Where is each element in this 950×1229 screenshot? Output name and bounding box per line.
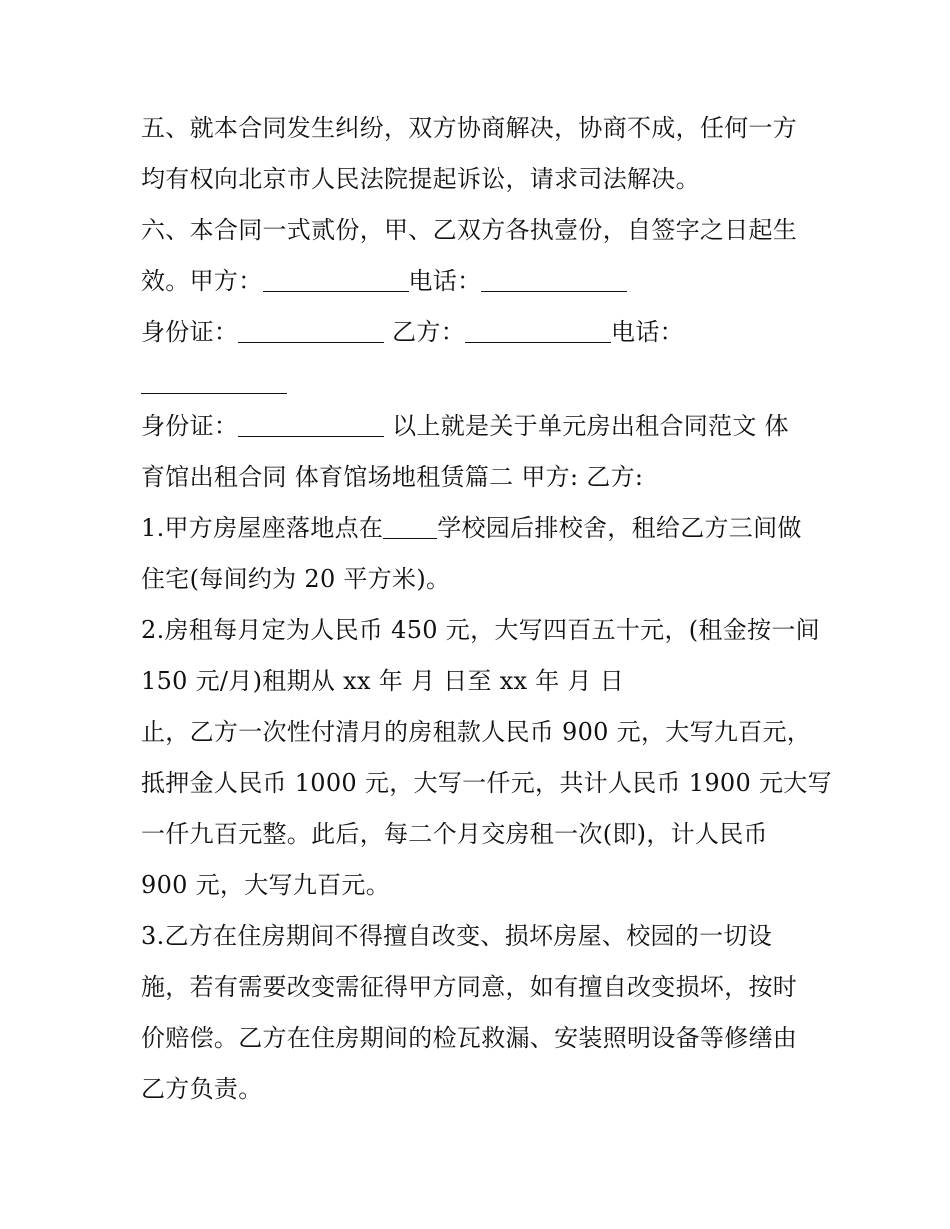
clause-6-part-1: 六、本合同一式贰份，甲、乙双方各执壹份，自签字之日起生 [141, 216, 798, 244]
phone-blank [481, 269, 627, 292]
transition-text: 以上就是关于单元房出租合同范文 体 [384, 412, 789, 440]
phone-label: 电话： [611, 318, 684, 346]
item-2-part-6: 900 元，大写九百元。 [141, 871, 391, 899]
phone-label: 电话： [408, 267, 482, 295]
text-line [141, 615, 821, 645]
text-line [141, 164, 821, 194]
text-line [141, 462, 821, 492]
text-line [141, 113, 821, 143]
text-line [141, 972, 821, 1002]
item-2-part-1: 2.房租每月定为人民币 450 元，大写四百五十元，(租金按一间 [141, 616, 820, 644]
signature-line-party-b [141, 317, 821, 347]
text-line [141, 564, 821, 594]
item-3-part-2: 施，若有需要改变需征得甲方同意，如有擅自改变损坏，按时 [141, 973, 798, 1001]
text-line [141, 513, 821, 543]
clause-5-part-1: 五、就本合同发生纠纷，双方协商解决，协商不成，任何一方 [141, 114, 798, 142]
text-line [141, 1023, 821, 1053]
signature-line-phone-b [141, 368, 821, 398]
item-2-part-4: 抵押金人民币 1000 元，大写一仟元，共计人民币 1900 元大写 [141, 769, 832, 797]
item-1-part-2: 学校园后排校舍，租给乙方三间做 [437, 514, 802, 542]
clause-5-part-2: 均有权向北京市人民法院提起诉讼，请求司法解决。 [141, 165, 700, 193]
party-b-phone-blank [141, 371, 287, 394]
id-card-label: 身份证： [141, 318, 239, 346]
id-card-blank [238, 320, 384, 343]
text-line [141, 819, 821, 849]
item-1-part-3: 住宅(每间约为 20 平方米)。 [141, 565, 451, 593]
item-2-part-2: 150 元/月)租期从 xx 年 月 日至 xx 年 月 日 [141, 667, 625, 695]
item-3-part-1: 3.乙方在住房期间不得擅自改变、损坏房屋、校园的一切设 [141, 922, 772, 950]
text-line [141, 1074, 821, 1104]
party-b-id-card-blank [238, 414, 384, 437]
text-line [141, 870, 821, 900]
text-line [141, 768, 832, 798]
text-line [141, 666, 821, 696]
text-line [141, 215, 821, 245]
item-3-part-3: 价赔偿。乙方在住房期间的检瓦救漏、安装照明设备等修缮由 [141, 1024, 798, 1052]
item-2-part-5: 一仟九百元整。此后，每二个月交房租一次(即)，计人民币 [141, 820, 768, 848]
item-2-part-3: 止，乙方一次性付清月的房租款人民币 900 元，大写九百元， [141, 718, 812, 746]
party-b-blank [465, 320, 611, 343]
text-line [141, 717, 821, 747]
party-b-label: 乙方： [384, 318, 466, 346]
text-line [141, 921, 821, 951]
id-card-label: 身份证： [141, 412, 239, 440]
section-2-heading: 育馆出租合同 体育馆场地租赁篇二 甲方: 乙方: [141, 463, 644, 491]
location-blank [383, 516, 437, 539]
item-3-part-4: 乙方负责。 [141, 1075, 263, 1103]
signature-line-party-a [141, 266, 821, 296]
party-a-label: 效。甲方： [141, 267, 263, 295]
item-1-part-1: 1.甲方房屋座落地点在 [141, 514, 384, 542]
text-line [141, 411, 821, 441]
party-a-blank [263, 269, 409, 292]
